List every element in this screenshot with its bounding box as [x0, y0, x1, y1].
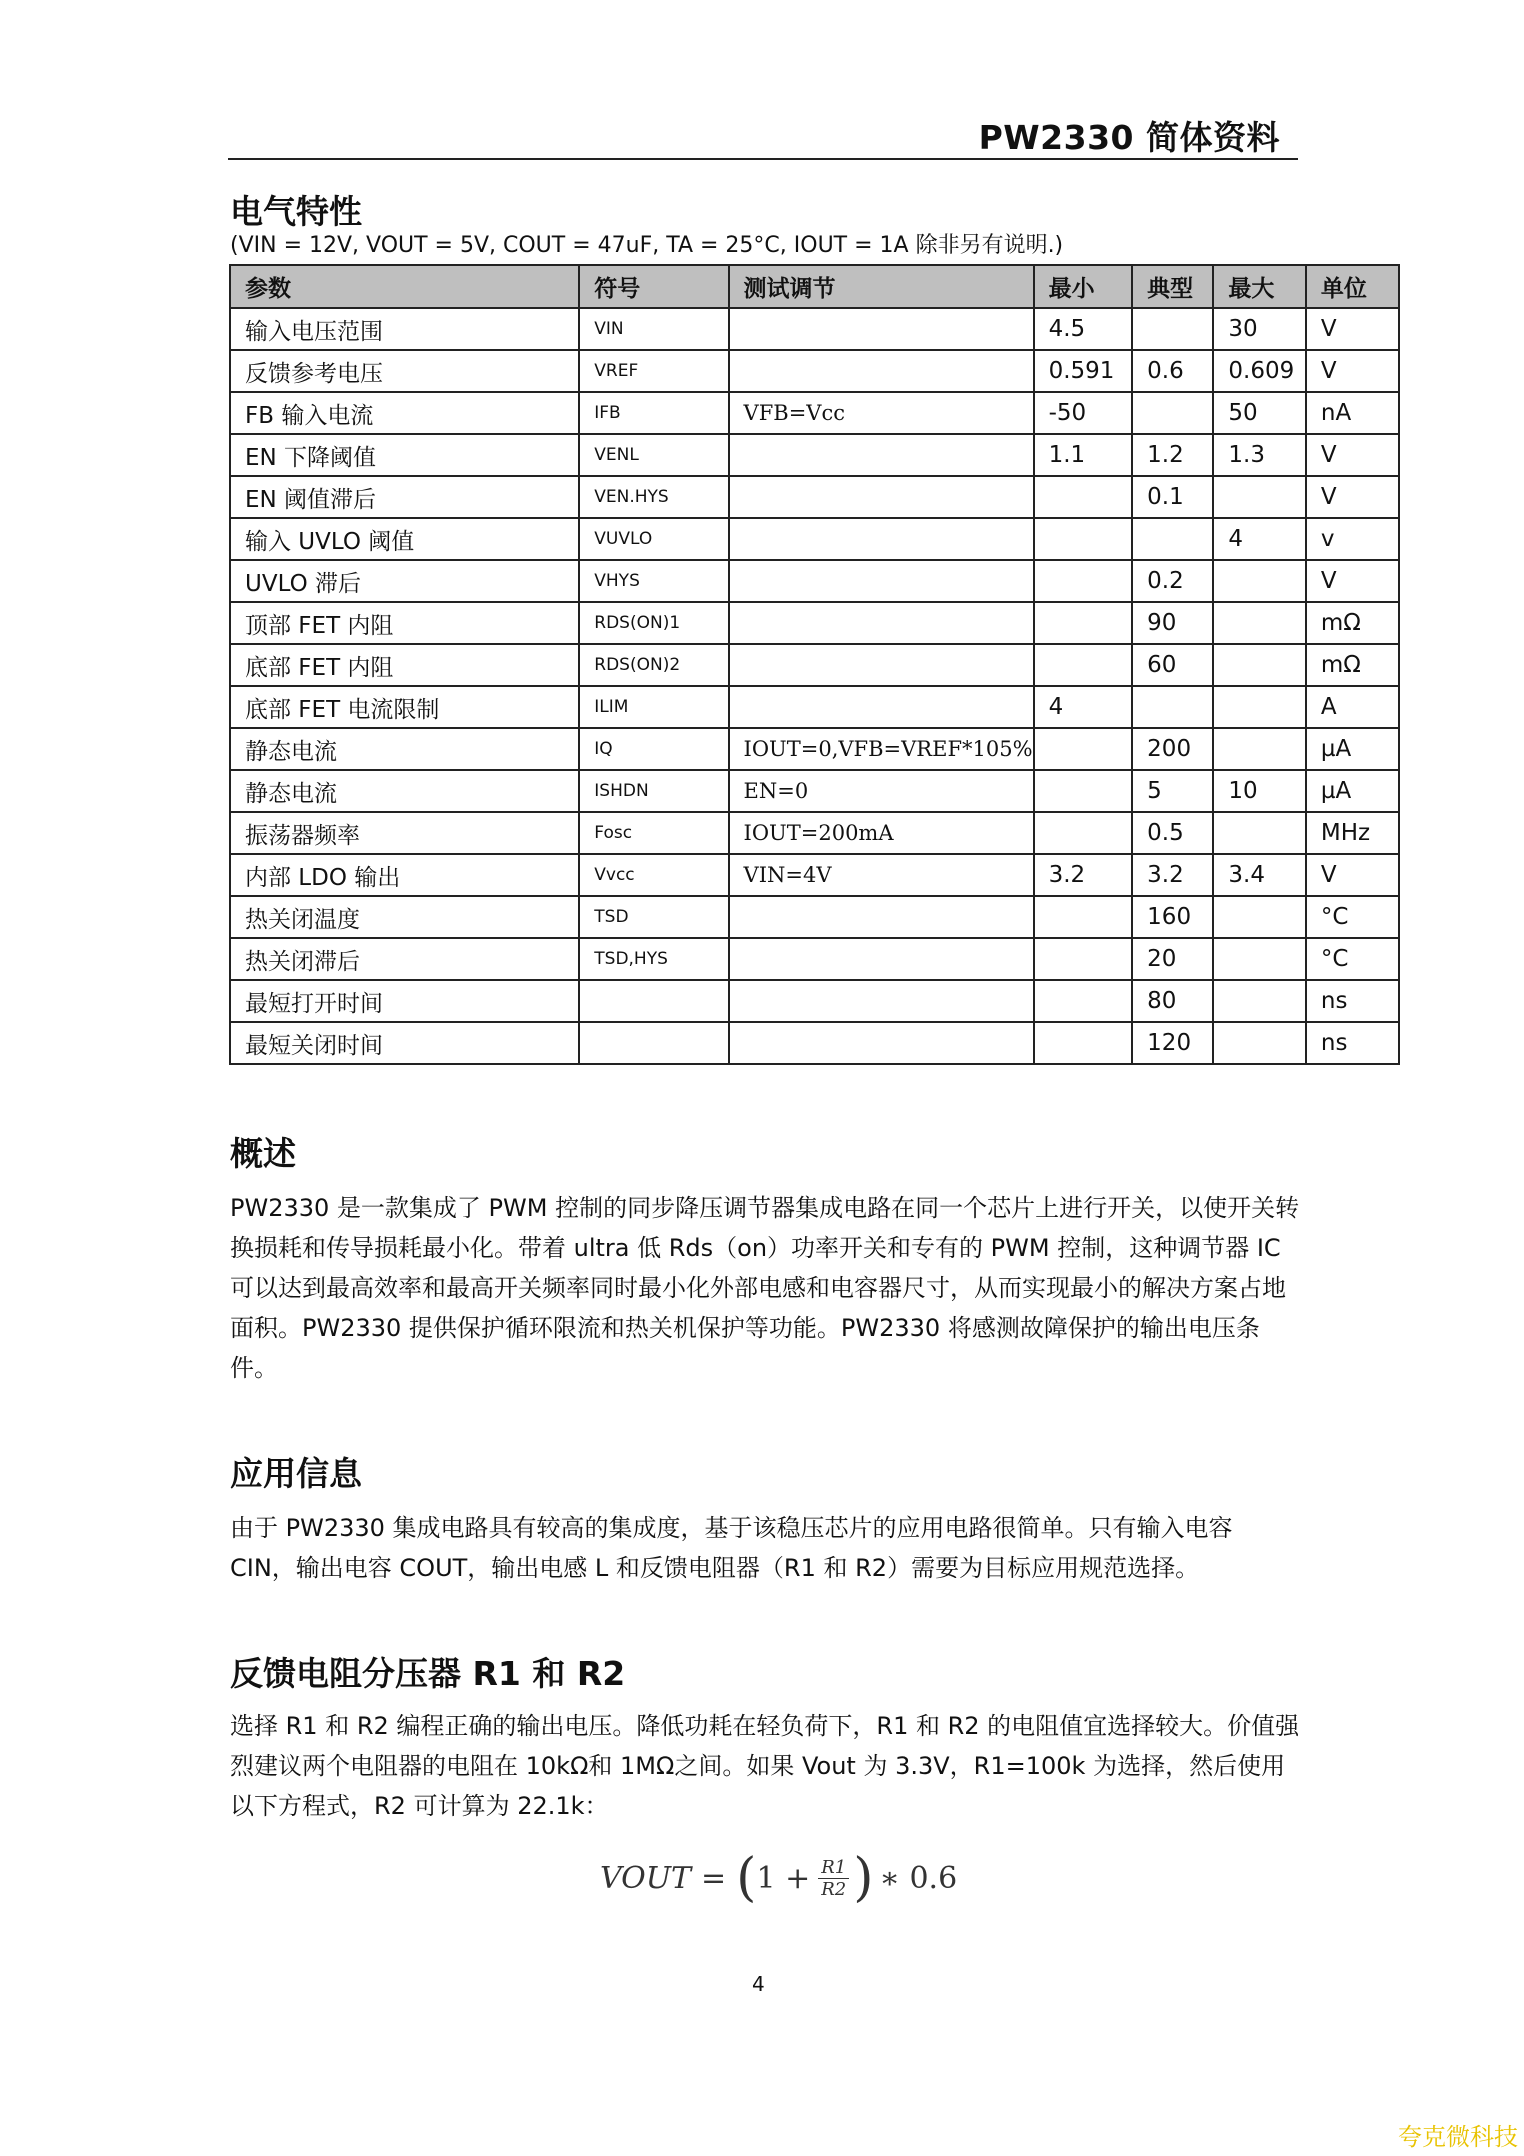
watermark: 夸克微科技 [1398, 2123, 1518, 2151]
table-cell: 20 [1132, 938, 1213, 980]
table-cell [729, 434, 1034, 476]
section-heading-application: 应用信息 [230, 1454, 362, 1493]
table-cell [729, 350, 1034, 392]
table-cell: A [1306, 686, 1399, 728]
table-cell [579, 1022, 728, 1064]
table-cell: 0.609 [1213, 350, 1305, 392]
table-cell: IFB [579, 392, 728, 434]
table-cell [1034, 518, 1133, 560]
formula-denominator: R2 [821, 1878, 847, 1900]
table-row [230, 308, 1399, 350]
table-cell: 3.2 [1132, 854, 1213, 896]
table-cell [1213, 644, 1305, 686]
table-cell [729, 938, 1034, 980]
table-cell: 1.1 [1034, 434, 1133, 476]
table-cell: VHYS [579, 560, 728, 602]
formula-open-paren: ( [736, 1848, 757, 1908]
table-row [230, 392, 1399, 434]
table-cell: 热关闭滞后 [230, 938, 579, 980]
table-cell [579, 980, 728, 1022]
table-cell [1213, 896, 1305, 938]
table-cell: 60 [1132, 644, 1213, 686]
table-cell [729, 686, 1034, 728]
table-cell: V [1306, 560, 1399, 602]
table-cell: VEN.HYS [579, 476, 728, 518]
table-cell [1034, 1022, 1133, 1064]
table-row [230, 728, 1399, 770]
table-cell [1213, 476, 1305, 518]
table-row [230, 350, 1399, 392]
table-cell [1034, 476, 1133, 518]
table-cell: 160 [1132, 896, 1213, 938]
table-cell: µA [1306, 770, 1399, 812]
table-cell: 200 [1132, 728, 1213, 770]
table-cell [1132, 686, 1213, 728]
table-cell: ns [1306, 980, 1399, 1022]
formula-lhs: VOUT [600, 1860, 692, 1896]
column-header: 符号 [579, 265, 728, 308]
table-cell [1034, 938, 1133, 980]
table-cell: V [1306, 350, 1399, 392]
table-row [230, 686, 1399, 728]
table-cell: EN=0 [729, 770, 1034, 812]
table-cell: IOUT=0,VFB=VREF*105% [729, 728, 1034, 770]
table-cell [1132, 392, 1213, 434]
column-header: 最大 [1213, 265, 1305, 308]
table-cell: 热关闭温度 [230, 896, 579, 938]
table-cell: 80 [1132, 980, 1213, 1022]
table-cell [1132, 518, 1213, 560]
column-header: 参数 [230, 265, 579, 308]
formula-equals: = [701, 1860, 727, 1896]
formula-close-paren: ) [853, 1848, 874, 1908]
table-row [230, 980, 1399, 1022]
table-cell: ILIM [579, 686, 728, 728]
table-row [230, 1022, 1399, 1064]
table-cell [729, 518, 1034, 560]
table-cell: 5 [1132, 770, 1213, 812]
table-cell [1034, 812, 1133, 854]
table-cell: mΩ [1306, 644, 1399, 686]
table-cell: 120 [1132, 1022, 1213, 1064]
table-cell: 底部 FET 电流限制 [230, 686, 579, 728]
table-cell [1034, 980, 1133, 1022]
formula-fraction [818, 1857, 849, 1900]
table-cell: mΩ [1306, 602, 1399, 644]
page-number: 4 [752, 1972, 765, 1996]
formula-numerator: R1 [818, 1857, 849, 1879]
table-cell: 0.591 [1034, 350, 1133, 392]
table-cell [1034, 644, 1133, 686]
table-cell [729, 1022, 1034, 1064]
table-cell [729, 308, 1034, 350]
table-cell: RDS(ON)2 [579, 644, 728, 686]
table-cell: VFB=Vcc [729, 392, 1034, 434]
formula-tail: ∗ 0.6 [879, 1860, 958, 1896]
header-title: PW2330 简体资料 [978, 118, 1280, 157]
table-cell: 90 [1132, 602, 1213, 644]
electrical-characteristics-table [229, 264, 1400, 1065]
table-cell: 0.5 [1132, 812, 1213, 854]
table-cell: MHz [1306, 812, 1399, 854]
table-cell: FB 输入电流 [230, 392, 579, 434]
page-header [228, 108, 1298, 160]
table-cell [1034, 770, 1133, 812]
section-heading-feedback: 反馈电阻分压器 R1 和 R2 [230, 1654, 626, 1693]
table-cell: 底部 FET 内阻 [230, 644, 579, 686]
table-cell: Fosc [579, 812, 728, 854]
table-cell: V [1306, 476, 1399, 518]
table-row [230, 602, 1399, 644]
test-conditions: (VIN = 12V, VOUT = 5V, COUT = 47uF, TA = 25°C, IOUT = 1A 除非另有说明.) [230, 233, 1064, 258]
table-cell: nA [1306, 392, 1399, 434]
table-cell: TSD [579, 896, 728, 938]
table-cell: µA [1306, 728, 1399, 770]
table-cell: °C [1306, 938, 1399, 980]
table-cell [1213, 812, 1305, 854]
table-cell: VENL [579, 434, 728, 476]
table-cell [729, 980, 1034, 1022]
section-heading-electrical: 电气特性 [230, 192, 362, 231]
table-cell: 最短关闭时间 [230, 1022, 579, 1064]
table-cell: ISHDN [579, 770, 728, 812]
table-cell [1213, 728, 1305, 770]
table-cell: 静态电流 [230, 770, 579, 812]
table-cell: 4.5 [1034, 308, 1133, 350]
table-row [230, 644, 1399, 686]
table-cell: 4 [1213, 518, 1305, 560]
table-cell: VREF [579, 350, 728, 392]
table-cell: V [1306, 308, 1399, 350]
table-cell [1034, 602, 1133, 644]
table-cell: 内部 LDO 输出 [230, 854, 579, 896]
table-cell [1213, 938, 1305, 980]
section-heading-overview: 概述 [230, 1134, 296, 1173]
table-cell: IQ [579, 728, 728, 770]
table-header-row [230, 265, 1399, 308]
table-cell: v [1306, 518, 1399, 560]
table-row [230, 518, 1399, 560]
table-cell [1034, 560, 1133, 602]
table-cell: 0.2 [1132, 560, 1213, 602]
table-cell [729, 476, 1034, 518]
table-cell [729, 644, 1034, 686]
table-cell [1213, 560, 1305, 602]
table-cell: TSD,HYS [579, 938, 728, 980]
table-cell: V [1306, 434, 1399, 476]
table-row [230, 476, 1399, 518]
table-cell: 静态电流 [230, 728, 579, 770]
application-paragraph: 由于 PW2330 集成电路具有较高的集成度，基于该稳压芯片的应用电路很简单。只有输入电容 CIN，输出电容 COUT，输出电感 L 和反馈电阻器（R1 和 R2）需要为目标应用规范选择。 [230, 1514, 1233, 1582]
table-cell: ns [1306, 1022, 1399, 1064]
table-cell: 输入电压范围 [230, 308, 579, 350]
table-cell [1213, 1022, 1305, 1064]
vout-formula [600, 1848, 958, 1908]
table-cell [1213, 980, 1305, 1022]
table-cell: VIN [579, 308, 728, 350]
table-cell: VIN=4V [729, 854, 1034, 896]
table-cell: °C [1306, 896, 1399, 938]
table-row [230, 938, 1399, 980]
formula-one-plus: 1 + [756, 1860, 811, 1896]
table-cell: EN 阈值滞后 [230, 476, 579, 518]
table-cell [1034, 728, 1133, 770]
table-cell: 0.1 [1132, 476, 1213, 518]
table-cell [729, 560, 1034, 602]
table-cell: -50 [1034, 392, 1133, 434]
column-header: 测试调节 [729, 265, 1034, 308]
table-cell: 1.3 [1213, 434, 1305, 476]
table-cell: EN 下降阈值 [230, 434, 579, 476]
table-row [230, 812, 1399, 854]
feedback-paragraph: 选择 R1 和 R2 编程正确的输出电压。降低功耗在轻负荷下，R1 和 R2 的电阻值宜选择较大。价值强烈建议两个电阻器的电阻在 10kΩ和 1MΩ之间。如果 Vout 为 3.3V，R1=100k 为选择，然后使用以下方程式，R2 可计算为 22.1k： [230, 1712, 1300, 1820]
table-cell: 0.6 [1132, 350, 1213, 392]
table-cell: VUVLO [579, 518, 728, 560]
table-row [230, 854, 1399, 896]
table-cell: 1.2 [1132, 434, 1213, 476]
table-cell [1132, 308, 1213, 350]
table-cell: V [1306, 854, 1399, 896]
table-cell: UVLO 滞后 [230, 560, 579, 602]
table-cell: RDS(ON)1 [579, 602, 728, 644]
table-cell: Vvcc [579, 854, 728, 896]
table-cell: 50 [1213, 392, 1305, 434]
column-header: 典型 [1132, 265, 1213, 308]
table-cell [729, 896, 1034, 938]
table-row [230, 770, 1399, 812]
table-cell: 3.4 [1213, 854, 1305, 896]
table-cell: 30 [1213, 308, 1305, 350]
table-cell: IOUT=200mA [729, 812, 1034, 854]
table-cell: 4 [1034, 686, 1133, 728]
table-row [230, 434, 1399, 476]
table-cell [1034, 896, 1133, 938]
table-cell: 最短打开时间 [230, 980, 579, 1022]
column-header: 最小 [1034, 265, 1133, 308]
table-cell: 顶部 FET 内阻 [230, 602, 579, 644]
table-cell: 3.2 [1034, 854, 1133, 896]
table-cell [729, 602, 1034, 644]
table-cell: 反馈参考电压 [230, 350, 579, 392]
table-cell: 振荡器频率 [230, 812, 579, 854]
table-cell: 输入 UVLO 阈值 [230, 518, 579, 560]
column-header: 单位 [1306, 265, 1399, 308]
table-row [230, 560, 1399, 602]
table-cell: 10 [1213, 770, 1305, 812]
overview-paragraph: PW2330 是一款集成了 PWM 控制的同步降压调节器集成电路在同一个芯片上进行开关，以使开关转换损耗和传导损耗最小化。带着 ultra 低 Rds（on）功率开关和专有的 PWM 控制，这种调节器 IC 可以达到最高效率和最高开关频率同时最小化外部电感和电容器尺寸，从而实现最小的解决方案占地面积。PW2330 提供保护循环限流和热关机保护等功能。PW2330 将感测故障保护的输出电压条件。 [230, 1194, 1300, 1382]
table-cell [1213, 602, 1305, 644]
table-cell [1213, 686, 1305, 728]
table-row [230, 896, 1399, 938]
